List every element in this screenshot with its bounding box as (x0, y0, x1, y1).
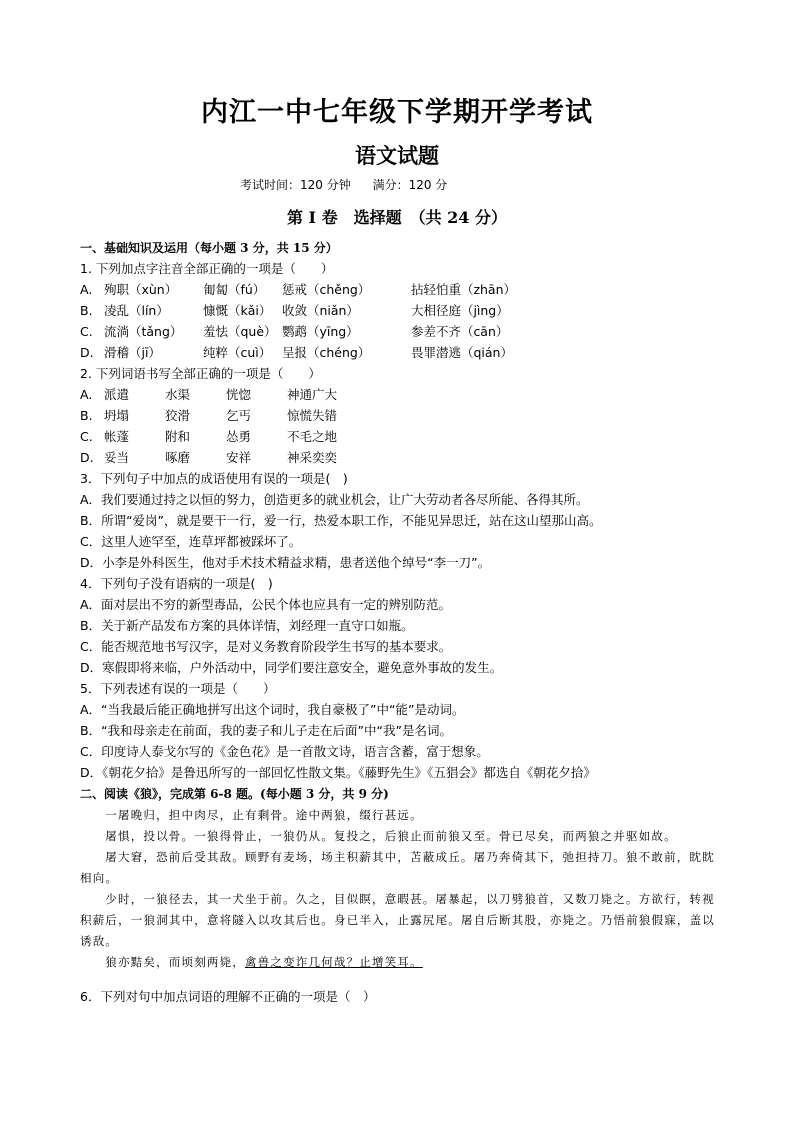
option-item: 收敛（niǎn） (281, 303, 359, 318)
option-item: 匍匐（fú） (202, 282, 266, 297)
option-item: 安祥 (225, 450, 251, 465)
option-label: A. (80, 282, 93, 297)
part-heading: 第 I 卷 选择题 （共 24 分） (286, 208, 508, 227)
option-line: C．这里人迹罕至，连草坪都被踩坏了。 (80, 534, 302, 549)
option-item: 流淌（tǎng） (103, 324, 183, 339)
option-item: 妥当 (103, 450, 129, 465)
section-heading: 一、基础知识及运用（每小题 3 分，共 15 分） (80, 241, 338, 255)
question-stem: 6．下列对句中加点词语的理解不正确的一项是（ ） (80, 989, 376, 1004)
option-item: 不毛之地 (286, 429, 337, 444)
option-line: B．关于新产品发布方案的具体详情，刘经理一直守口如瓶。 (80, 618, 414, 633)
option-row (80, 301, 509, 321)
option-item: 惩戒（chěng） (281, 282, 371, 297)
option-label: B. (80, 408, 93, 423)
passage-paragraph: 一屠晚归，担中肉尽，止有剩骨。途中两狼，缀行甚远。 (105, 808, 423, 822)
option-label: D. (80, 345, 94, 360)
exam-title: 内江一中七年级下学期开学考试 (201, 97, 593, 128)
option-item: 神采奕奕 (286, 450, 337, 465)
option-row (80, 427, 337, 447)
option-item: 羞怯（què） (202, 324, 277, 339)
question-stem: 4．下列句子没有语病的一项是( ) (80, 576, 273, 591)
option-label: D. (80, 450, 94, 465)
passage-paragraph: 屠惧，投以骨。一狼得骨止，一狼仍从。复投之，后狼止而前狼又至。骨已尽矣，而两狼之并驱如故。 (105, 829, 677, 843)
option-row (80, 448, 337, 468)
option-item: 怂勇 (225, 429, 251, 444)
option-item: 乞丐 (225, 408, 251, 423)
option-line: D．小李是外科医生，他对手术技术精益求精，患者送他个绰号“李一刀”。 (80, 555, 491, 570)
option-row (80, 385, 337, 405)
option-item: 慷慨（kǎi） (202, 303, 272, 318)
option-item: 惊慌失错 (286, 408, 337, 423)
option-line: C．能否规范地书写汉字，是对义务教育阶段学生书写的基本要求。 (80, 639, 452, 654)
option-row (80, 406, 337, 426)
option-line: B．所谓“爱岗”，就是要干一行，爱一行，热爱本职工作，不能见异思迁，站在这山望那山高。 (80, 513, 602, 528)
option-item: 凌乱（lín） (103, 303, 169, 318)
section-heading: 二、阅读《狼》，完成第 6-8 题。(每小题 3 分，共 9 分) (80, 787, 389, 801)
option-item: 恍惚 (225, 387, 251, 402)
option-item: 狡滑 (164, 408, 190, 423)
option-item: 附和 (164, 429, 190, 444)
reading-passage (80, 805, 716, 973)
option-item: 帐蓬 (103, 429, 129, 444)
exam-score: 满分：120 分 (372, 178, 448, 192)
passage-paragraph (80, 952, 716, 973)
option-item: 啄磨 (164, 450, 190, 465)
option-line: B．“我和母亲走在前面，我的妻子和儿子走在后面”中“我”是名词。 (80, 723, 452, 738)
option-label: A. (80, 387, 93, 402)
exam-time: 考试时间：120 分钟 (240, 178, 351, 192)
underlined-sentence: 禽兽之变诈几何哉？止增笑耳。 (245, 955, 423, 969)
question-stem: 1. 下列加点字注音全部正确的一项是（ ） (80, 261, 334, 276)
option-row (80, 343, 513, 363)
option-item: 拈轻怕重（zhān） (410, 282, 517, 297)
question-stem: 3．下列句子中加点的成语使用有误的一项是( ) (80, 471, 348, 486)
question-stem: 2. 下列词语书写全部正确的一项是（ ） (80, 366, 321, 381)
passage-paragraph: 少时，一狼径去，其一犬坐于前。久之，目似瞑，意暇甚。屠暴起，以刀劈狼首，又数刀毙之。方欲行，转视积薪后，一狼洞其中，意将隧入以攻其后也。身已半入，止露尻尾。屠自后断其股，亦毙之。乃悟前狼假寐，盖以诱敌。 (80, 892, 715, 948)
option-item: 神通广大 (286, 387, 337, 402)
option-row (80, 280, 516, 300)
option-item: 派遣 (103, 387, 129, 402)
option-item: 坍塌 (103, 408, 129, 423)
option-item: 纯粹（cuì） (202, 345, 272, 360)
option-item: 参差不齐（cān） (410, 324, 509, 339)
option-label: C. (80, 429, 93, 444)
option-line: D．《朝花夕拾》是鲁迅所写的一部回忆性散文集。《藤野先生》《五猖会》都选自《朝花夕拾》 (80, 765, 596, 780)
option-item: 水渠 (164, 387, 190, 402)
option-line: A．我们要通过持之以恒的努力，创造更多的就业机会，让广大劳动者各尽所能、各得其所。 (80, 492, 589, 507)
option-label: C. (80, 324, 93, 339)
option-item: 畏罪潜逃（qián） (410, 345, 513, 360)
option-line: D．寒假即将来临，户外活动中，同学们要注意安全，避免意外事故的发生。 (80, 660, 503, 675)
option-row (80, 322, 508, 342)
option-line: A．面对层出不穷的新型毒品，公民个体也应具有一定的辨别防范。 (80, 597, 452, 612)
option-item: 呈报（chéng） (281, 345, 371, 360)
exam-subtitle: 语文试题 (355, 143, 439, 168)
option-item: 殉职（xùn） (103, 282, 178, 297)
exam-info (240, 176, 465, 193)
option-line: C．印度诗人泰戈尔写的《金色花》是一首散文诗，语言含蓄，富于想象。 (80, 744, 489, 759)
passage-text: 狼亦黠矣，而顷刻两毙， (105, 955, 245, 969)
option-label: B. (80, 303, 93, 318)
option-item: 大相径庭（jìng） (410, 303, 509, 318)
option-item: 滑稽（jī） (103, 345, 161, 360)
option-item: 鹦鹉（yīng） (281, 324, 359, 339)
question-stem: 5．下列表述有误的一项是（ ） (80, 681, 276, 696)
option-line: A．“当我最后能正确地拼写出这个词时，我自豪极了”中“能”是动词。 (80, 702, 465, 717)
passage-paragraph: 屠大窘，恐前后受其敌。顾野有麦场，场主积薪其中，苫蔽成丘。屠乃奔倚其下，弛担持刀。狼不敢前，眈眈相向。 (80, 850, 715, 885)
